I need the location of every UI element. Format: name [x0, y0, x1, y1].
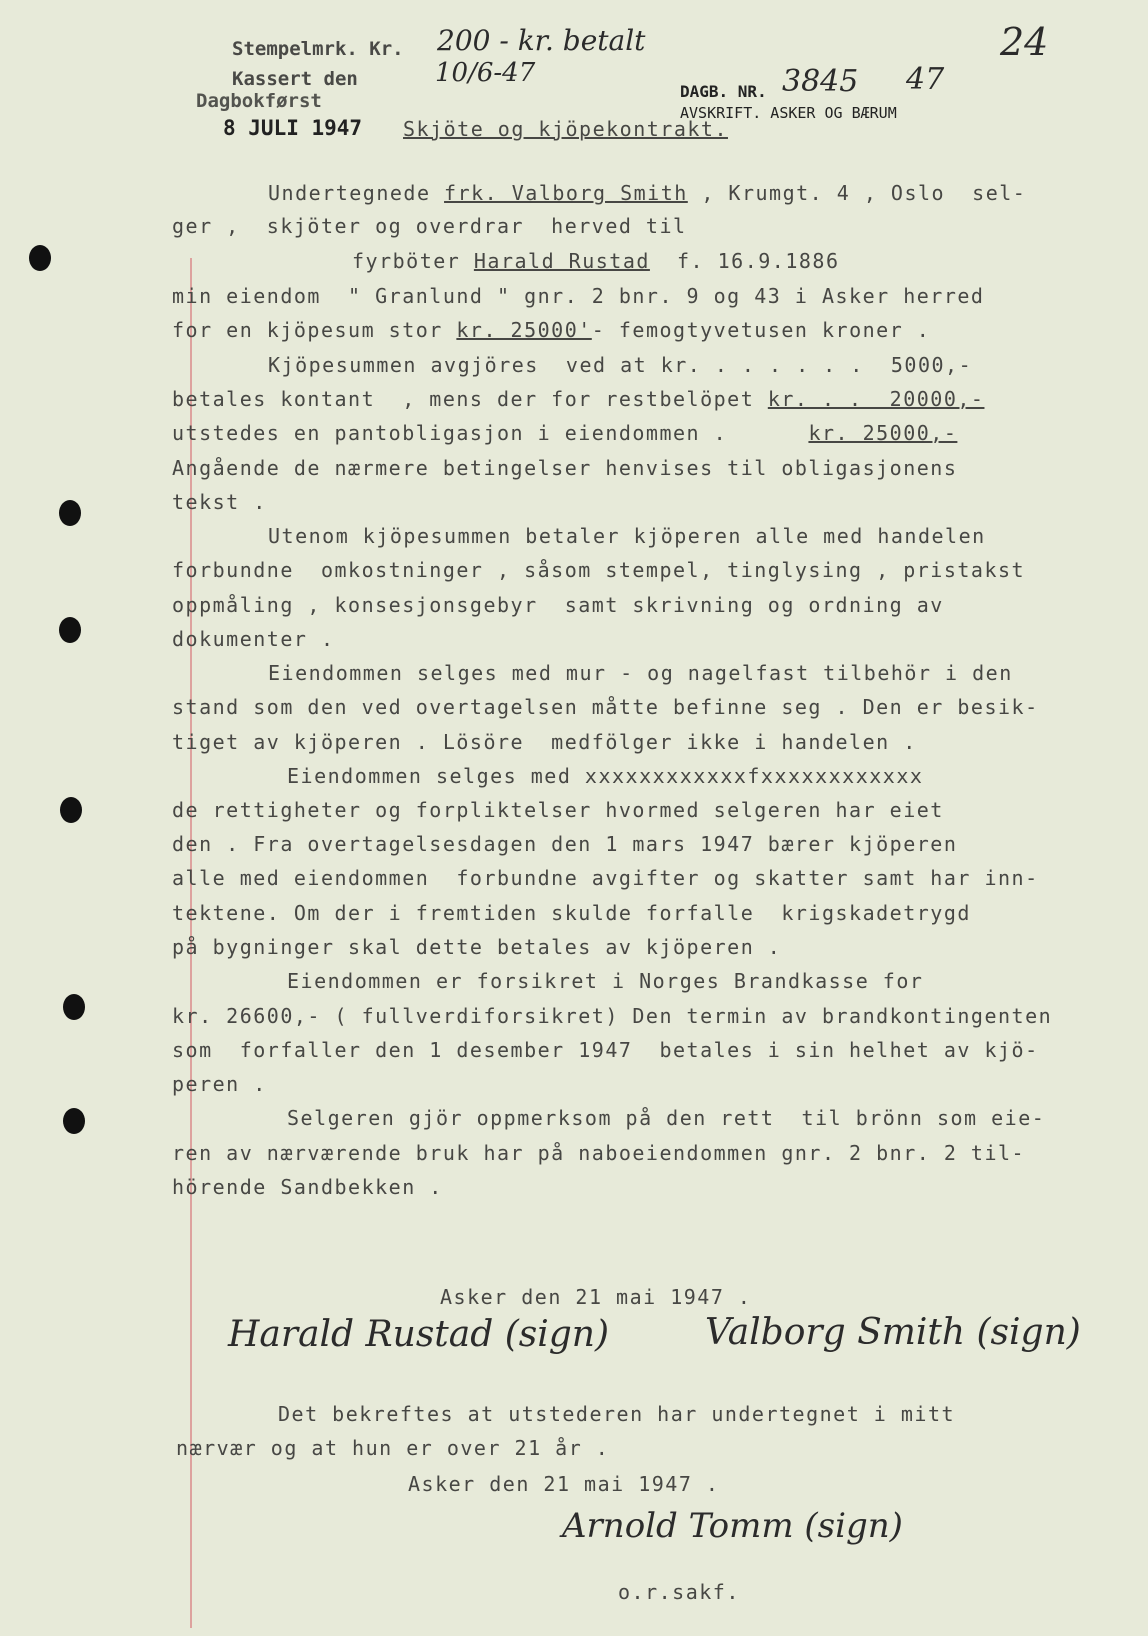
text-line: Angående de nærmere betingelser henvises til obligasjonens — [172, 456, 958, 480]
stamp-date: 8 JULI 1947 — [223, 116, 363, 140]
stamp-handwritten-amount: 200 - kr. betalt — [437, 24, 646, 57]
text-line: Utenom kjöpesummen betaler kjöperen alle med handelen — [268, 524, 986, 548]
text-line: Kjöpesummen avgjöres ved at kr. . . . . . . 5000,- — [268, 353, 973, 377]
text-line: tektene. Om der i fremtiden skulde forfalle krigskadetrygd — [172, 901, 971, 925]
dagb-label: DAGB. NR. — [680, 82, 767, 101]
text-line: stand som den ved overtagelsen måtte befinne seg . Den er besik- — [172, 695, 1039, 719]
signature-witness: Arnold Tomm (sign) — [562, 1506, 903, 1546]
stamp-line-3: Dagbokførst — [196, 90, 322, 112]
text-line: tiget av kjöperen . Lösöre medfölger ikke i handelen . — [172, 730, 917, 754]
text-line: oppmåling , konsesjonsgebyr samt skrivning og ordning av — [172, 593, 944, 617]
punch-hole — [60, 797, 82, 823]
text-line: Eiendommen selges med xxxxxxxxxxxxfxxxxxxxxxxxx — [287, 764, 924, 788]
stamp-handwritten-date: 10/6-47 — [435, 58, 536, 88]
text-line: Eiendommen er forsikret i Norges Brandkasse for — [287, 969, 924, 993]
text-line: på bygninger skal dette betales av kjöperen . — [172, 935, 782, 959]
text-line: dokumenter . — [172, 627, 335, 651]
page-number: 24 — [1000, 20, 1049, 64]
text-line: ger , skjöter og overdrar herved til — [172, 214, 687, 238]
text-line: forbundne omkostninger , såsom stempel, tinglysing , pristakst — [172, 558, 1026, 582]
place-date-1: Asker den 21 mai 1947 . — [440, 1285, 752, 1309]
text-line: hörende Sandbekken . — [172, 1175, 443, 1199]
text-line: kr. 26600,- ( fullverdiforsikret) Den termin av brandkontingenten — [172, 1004, 1053, 1028]
text-line: for en kjöpesum stor kr. 25000'- femogtyvetusen kroner . — [172, 318, 931, 342]
punch-hole — [63, 1108, 85, 1134]
document-title: Skjöte og kjöpekontrakt. — [403, 117, 728, 141]
text-line: min eiendom " Granlund " gnr. 2 bnr. 9 og 43 i Asker herred — [172, 284, 985, 308]
dagb-number: 3845 — [782, 64, 859, 99]
text-line: Undertegnede frk. Valborg Smith , Krumgt. 4 , Oslo sel- — [268, 181, 1027, 205]
text-line: alle med eiendommen forbundne avgifter og skatter samt har inn- — [172, 866, 1039, 890]
text-line: Eiendommen selges med mur - og nagelfast tilbehör i den — [268, 661, 1013, 685]
punch-hole — [59, 500, 81, 526]
signature-seller: Valborg Smith (sign) — [705, 1312, 1081, 1353]
text-line: betales kontant , mens der for restbelöpet kr. . . 20000,- — [172, 387, 985, 411]
text-line: utstedes en pantobligasjon i eiendommen . kr. 25000,- — [172, 421, 958, 445]
text-line: Det bekreftes at utstederen har undertegnet i mitt — [278, 1402, 956, 1426]
text-line: tekst . — [172, 490, 267, 514]
text-line: fyrböter Harald Rustad f. 16.9.1886 — [352, 249, 840, 273]
text-line: ren av nærværende bruk har på naboeiendommen gnr. 2 bnr. 2 til- — [172, 1141, 1026, 1165]
punch-hole — [63, 994, 85, 1020]
text-line: de rettigheter og forpliktelser hvormed selgeren har eiet — [172, 798, 944, 822]
text-line: Selgeren gjör oppmerksom på den rett til brönn som eie- — [287, 1106, 1046, 1130]
stamp-line-1: Stempelmrk. Kr. — [232, 38, 404, 60]
text-line: som forfaller den 1 desember 1947 betales i sin helhet av kjö- — [172, 1038, 1039, 1062]
text-line: peren . — [172, 1072, 267, 1096]
place-date-2: Asker den 21 mai 1947 . — [408, 1472, 720, 1496]
punch-hole — [59, 617, 81, 643]
avskrift-label: AVSKRIFT. ASKER OG BÆRUM — [680, 104, 897, 122]
stamp-line-2: Kassert den — [232, 68, 358, 90]
witness-title: o.r.sakf. — [618, 1580, 740, 1604]
text-line: den . Fra overtagelsesdagen den 1 mars 1947 bærer kjöperen — [172, 832, 958, 856]
punch-hole — [29, 245, 51, 271]
text-line: nærvær og at hun er over 21 år . — [176, 1436, 610, 1460]
dagb-year: 47 — [906, 62, 945, 97]
signature-buyer: Harald Rustad (sign) — [228, 1314, 610, 1355]
